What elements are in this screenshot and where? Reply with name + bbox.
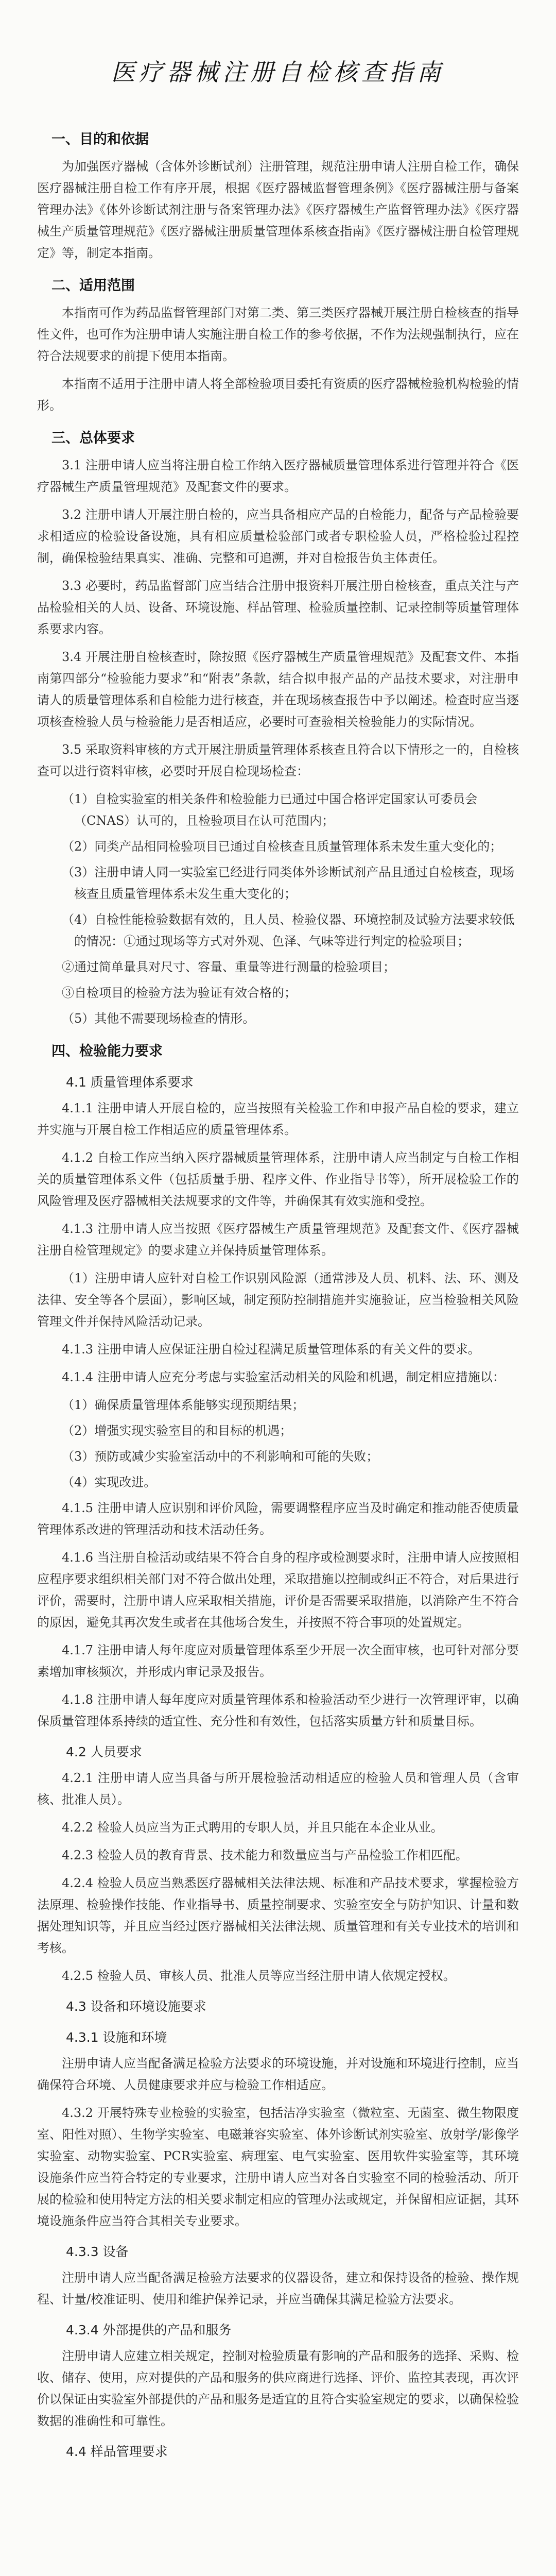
- list-item: （3）注册申请人同一实验室已经进行同类体外诊断试剂产品且通过自检核查，现场核查且质量管理体系未发生重大变化的；: [62, 865, 515, 901]
- list-item: （4）实现改进。: [62, 1475, 157, 1489]
- section-heading: 三、总体要求: [51, 430, 135, 446]
- paragraph: 为加强医疗器械（含体外诊断试剂）注册管理，规范注册申请人注册自检工作，确保医疗器械注册自检工作有序开展，根据《医疗器械监督管理条例》《医疗器械注册与备案管理办法》《体外诊断试剂注册与备案管理办法》《医疗器械生产监督管理办法》《医疗器械生产质量管理规范》《医疗器械注册质量管理体系核查指南》《医疗器械注册自检管理规定》等，制定本指南。: [37, 159, 519, 260]
- subsection-heading: 4.1 质量管理体系要求: [66, 1075, 194, 1090]
- paragraph: 4.1.5 注册申请人应识别和评价风险，需要调整程序应当及时确定和推动能否使质量管理体系改进的管理活动和技术活动任务。: [37, 1501, 519, 1537]
- paragraph: 4.3.2 开展特殊专业检验的实验室，包括洁净实验室（微粒室、无菌室、微生物限度室、阳性对照）、生物学实验室、电磁兼容实验室、体外诊断试剂实验室、放射学/影像学实验室、动物实验室、PCR实验室、病理室、电气实验室、医用软件实验室等，其环境设施条件应当符合特定的专业要求，注册申请人应当对各自实验室不同的检验活动、所开展的检验和使用特定方法的相关要求制定相应的管理办法或规定，并保留相应证据，其环境设施条件应当符合其相关专业要求。: [37, 2106, 519, 2228]
- subsection-heading: 4.3.1 设施和环境: [66, 2030, 167, 2045]
- paragraph: 本指南不适用于注册申请人将全部检验项目委托有资质的医疗器械检验机构检验的情形。: [37, 377, 519, 413]
- paragraph: 3.1 注册申请人应当将注册自检工作纳入医疗器械质量管理体系进行管理并符合《医疗器械生产质量管理规范》及配套文件的要求。: [37, 458, 519, 494]
- subsection-heading: 4.3.4 外部提供的产品和服务: [66, 2323, 232, 2337]
- section-heading: 四、检验能力要求: [51, 1043, 163, 1059]
- paragraph: 4.1.8 注册申请人每年度应对质量管理体系和检验活动至少进行一次管理评审，以确保质量管理体系持续的适宜性、充分性和有效性，包括落实质量方针和质量目标。: [37, 1692, 519, 1728]
- list-item: ②通过简单量具对尺寸、容量、重量等进行测量的检验项目；: [62, 960, 395, 974]
- paragraph: 4.1.7 注册申请人每年度应对质量管理体系至少开展一次全面审核，也可针对部分要素增加审核频次，并形成内审记录及报告。: [37, 1643, 519, 1679]
- paragraph: 注册申请人应建立相关规定，控制对检验质量有影响的产品和服务的选择、采购、检收、储存、使用，应对提供的产品和服务的供应商进行选择、评价、监控其表现，再次评价以保证由实验室外部提供的产品和服务是适宜的且符合实验室规定的要求，以确保检验数据的准确性和可靠性。: [37, 2349, 519, 2428]
- subsection-heading: 4.2 人员要求: [66, 1744, 142, 1759]
- paragraph: 3.2 注册申请人开展注册自检的，应当具备相应产品的自检能力，配备与产品检验要求相适应的检验设备设施，具有相应质量检验部门或者专职检验人员，严格检验过程控制，确保检验结果真实、准确、完整和可追溯，并对自检报告负主体责任。: [37, 507, 519, 565]
- document-body: [37, 129, 519, 2463]
- paragraph: 4.2.3 检验人员的教育背景、技术能力和数量应当与产品检验工作相匹配。: [62, 1848, 468, 1862]
- list-item: （1）确保质量管理体系能够实现预期结果；: [62, 1398, 305, 1412]
- section-heading: 二、适用范围: [51, 278, 135, 294]
- paragraph: 4.1.3 注册申请人应当按照《医疗器械生产质量管理规范》及配套文件、《医疗器械注册自检管理规定》的要求建立并保持质量管理体系。: [37, 1222, 519, 1258]
- paragraph: 4.1.4 注册申请人应充分考虑与实验室活动相关的风险和机遇，制定相应措施以：: [62, 1370, 505, 1384]
- paragraph: 4.1.3 注册申请人应保证注册自检过程满足质量管理体系的有关文件的要求。: [62, 1342, 480, 1357]
- list-item: （4）自检性能检验数据有效的，且人员、检验仪器、环境控制及试验方法要求较低的情况：①通过现场等方式对外观、色泽、气味等进行判定的检验项目；: [62, 912, 515, 948]
- paragraph: 注册申请人应当配备满足检验方法要求的环境设施，并对设施和环境进行控制，应当确保符合环境、人员健康要求并应与检验工作相适应。: [37, 2056, 519, 2092]
- subsection-heading: 4.4 样品管理要求: [66, 2444, 168, 2459]
- subsection-heading: 4.3.3 设备: [66, 2244, 129, 2259]
- paragraph: 4.2.1 注册申请人应当具备与所开展检验活动相适应的检验人员和管理人员（含审核、批准人员）。: [37, 1771, 519, 1807]
- section-heading: 一、目的和依据: [51, 131, 149, 147]
- paragraph: 3.5 采取资料审核的方式开展注册质量管理体系核查且符合以下情形之一的，自检核查可以进行资料审核，必要时开展自检现场检查：: [37, 742, 519, 778]
- paragraph: 4.1.6 当注册自检活动或结果不符合自身的程序或检测要求时，注册申请人应按照相应程序要求组织相关部门对不符合做出处理，采取措施以控制或纠正不符合，对后果进行评价，需要时，注册申请人应采取相关措施，评价是否需要采取措施，以消除产生不符合的原因，避免其再次发生或者在其他场合发生，并按照不符合事项的处置规定。: [37, 1550, 519, 1630]
- list-item: （3）预防或减少实验室活动中的不利影响和可能的失败；: [62, 1449, 379, 1464]
- paragraph: 3.3 必要时，药品监督部门应当结合注册申报资料开展注册自检核查，重点关注与产品检验相关的人员、设备、环境设施、样品管理、检验质量控制、记录控制等质量管理体系要求内容。: [37, 579, 519, 636]
- paragraph: 4.2.2 检验人员应当为正式聘用的专职人员，并且只能在本企业从业。: [62, 1820, 443, 1835]
- list-item: （2）同类产品相同检验项目已通过自检核查且质量管理体系未发生重大变化的；: [62, 839, 502, 854]
- list-item: （2）增强实现实验室目的和目标的机遇；: [62, 1423, 292, 1438]
- paragraph: 4.2.4 检验人员应当熟悉医疗器械相关法律法规、标准和产品技术要求，掌握检验方法原理、检验操作技能、作业指导书、质量控制要求、实验室安全与防护知识、计量和数据处理知识等，并且应当经过医疗器械相关法律法规、质量管理和有关专业技术的培训和考核。: [37, 1876, 519, 1955]
- paragraph: 4.2.5 检验人员、审核人员、批准人员等应当经注册申请人依规定授权。: [62, 1969, 456, 1983]
- paragraph: 3.4 开展注册自检核查时，除按照《医疗器械生产质量管理规范》及配套文件、本指南第四部分“检验能力要求”和“附表”条款，结合拟申报产品的产品技术要求，对注册申请人的质量管理体系和自检能力进行核查，并在现场核查报告中予以阐述。检查时应当逐项核查检验人员与检验能力是否相适应，必要时可查验相关检验能力的实际情况。: [37, 650, 519, 729]
- list-item: （5）其他不需要现场检查的情形。: [62, 1011, 255, 1026]
- paragraph: 4.1.1 注册申请人开展自检的，应当按照有关检验工作和申报产品自检的要求，建立并实施与开展自检工作相适应的质量管理体系。: [37, 1101, 519, 1137]
- list-item: （1）自检实验室的相关条件和检验能力已通过中国合格评定国家认可委员会（CNAS）认可的，且检验项目在认可范围内；: [62, 792, 478, 828]
- subsection-heading: 4.3 设备和环境设施要求: [66, 1999, 206, 2014]
- paragraph: 注册申请人应当配备满足检验方法要求的仪器设备，建立和保持设备的检验、操作规程、计量/校准证明、使用和维护保养记录，并应当确保其满足检验方法要求。: [37, 2270, 519, 2307]
- paragraph: 本指南可作为药品监督管理部门对第二类、第三类医疗器械开展注册自检核查的指导性文件，也可作为注册申请人实施注册自检工作的参考依据，不作为法规强制执行，应在符合法规要求的前提下使用本指南。: [37, 306, 519, 363]
- paragraph: 4.1.2 自检工作应当纳入医疗器械质量管理体系，注册申请人应当制定与自检工作相关的质量管理体系文件（包括质量手册、程序文件、作业指导书等），所开展检验工作的风险管理及医疗器械相关法规要求的文件等，并确保其有效实施和受控。: [37, 1150, 519, 1208]
- list-item: ③自检项目的检验方法为验证有效合格的；: [62, 986, 297, 1000]
- page-title: 医疗器械注册自检核查指南: [111, 58, 445, 86]
- paragraph: （1）注册申请人应针对自检工作识别风险源（通常涉及人员、机料、法、环、测及法律、安全等各个层面），影响区域，制定预防控制措施并实施验证，应当检验相关风险管理文件并保持风险活动记录。: [37, 1271, 519, 1329]
